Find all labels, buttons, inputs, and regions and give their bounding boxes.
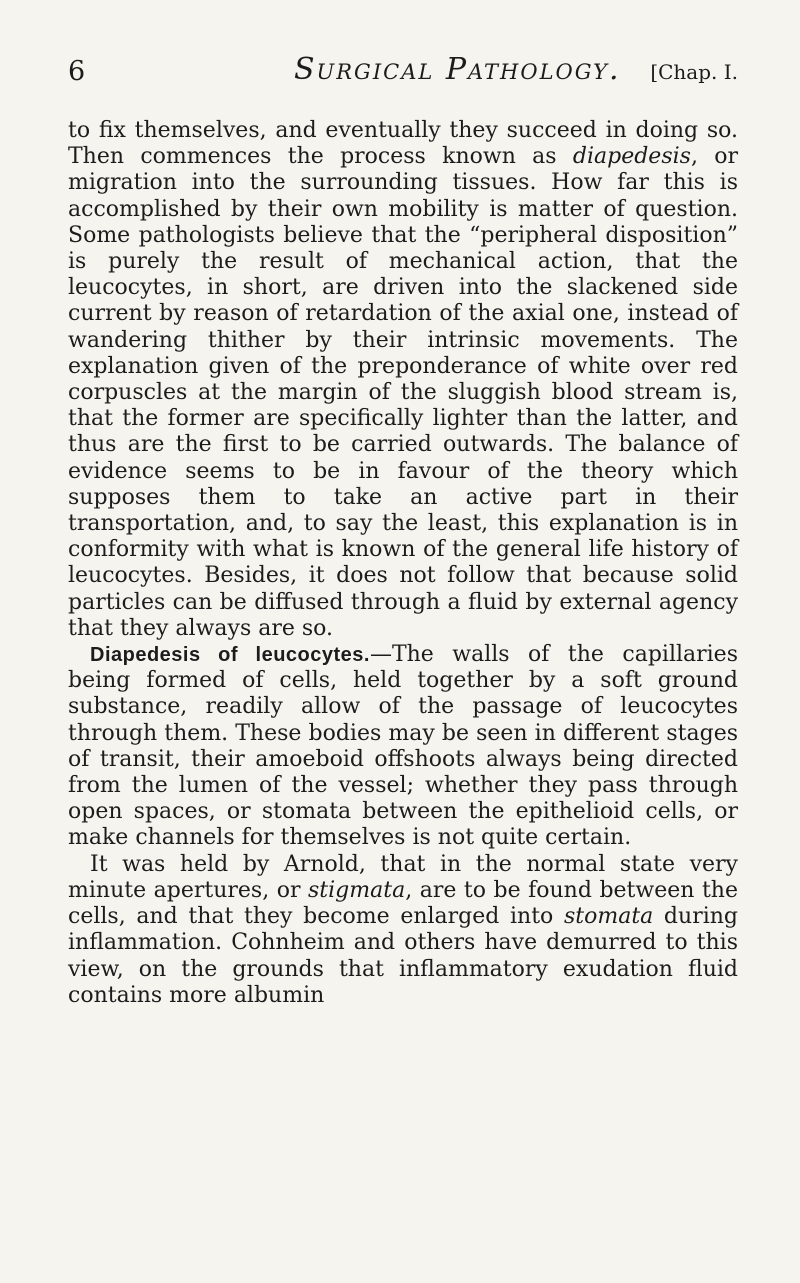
paragraph-diapedesis-of-leucocytes [68,642,738,852]
running-head [68,42,738,92]
paragraph-3-text-b: , are to be found between the cells, and that they become enlarged into [68,877,738,930]
term-stigmata: stigmata [308,877,406,903]
paragraph-leucocyte-migration [68,118,738,642]
paragraph-1-text-b: , or migration into the surrounding tissues. How far this is accomplished by their own mobility is matter of question. Some pathologists believe that the “peripheral disposition” is purely the result of mechanical action, that the leucocytes, in short, are driven into the slackened side current by reason of retardation of the axial one, instead of wandering thither by their intrinsic movements. The explanation given of the preponderance of white over red corpuscles at the margin of the sluggish blood stream is, that the former are specifically lighter than the latter, and thus are the first to be carried outwards. The balance of evidence seems to be in favour of the theory which supposes them to take an active part in their transportation, and, to say the least, this explanation is in conformity with what is known of the general life history of leucocytes. Besides, it does not follow that because solid particles can be diffused through a fluid by external agency that they always are so. [68,144,739,641]
term-stomata: stomata [563,904,654,930]
paragraph-stigmata-stomata [68,852,738,1009]
running-title: Surgical Pathology. [294,52,621,87]
chapter-reference: [Chap. I. [650,60,738,84]
term-diapedesis: diapedesis [572,144,691,170]
paragraph-3-text-c: during inflammation. Cohnheim and others have demurred to this view, on the grounds that inflammatory exudation fluid contains more albumin [68,904,738,1008]
body-text [68,118,738,1009]
paragraph-1-text-a: to fix themselves, and eventually they succeed in doing so. Then commences the process known as [68,118,738,170]
paragraph-2-text: —The walls of the capillaries being formed of cells, held together by a soft ground substance, readily allow of the passage of leucocytes through them. These bodies may be seen in different stages of transit, their amoeboid offshoots always being directed from the lumen of the vessel; whether they pass through open spaces, or stomata between the epithelioid cells, or make channels for themselves is not quite certain. [68,642,738,851]
paragraph-3-text-a: It was held by Arnold, that in the normal state very minute apertures, or [68,851,738,903]
page-number: 6 [68,56,86,87]
section-sidehead: Diapedesis of leucocytes. [90,644,370,667]
